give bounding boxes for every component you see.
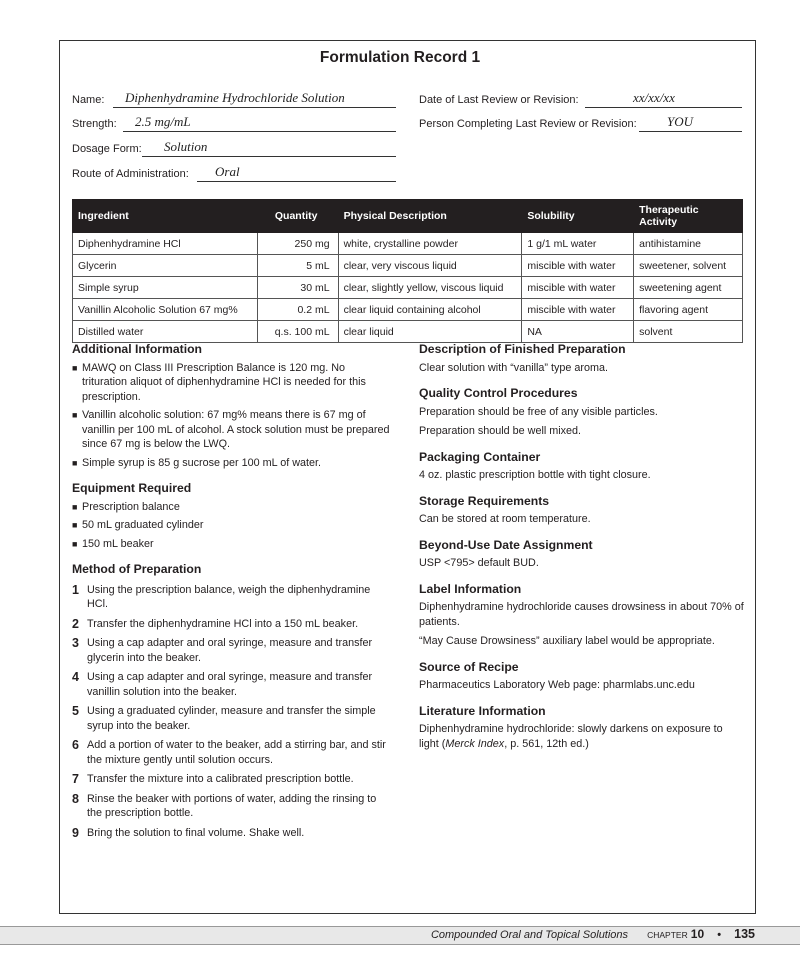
bullet-icon: ■ — [72, 520, 78, 530]
table-row — [73, 321, 743, 343]
cell-solubility: 1 g/1 mL water — [522, 233, 634, 255]
literature-heading: Literature Information — [419, 703, 546, 718]
book-title: Compounded Oral and Topical Solutions — [430, 929, 629, 941]
person-field — [419, 114, 694, 130]
bullet-icon: ■ — [72, 457, 78, 468]
qc-text: Preparation should be well mixed. — [419, 425, 582, 437]
route-field — [72, 164, 240, 180]
bullet-icon: ■ — [72, 538, 78, 549]
list-item: ■ Prescription balance — [72, 500, 180, 513]
table-header-row — [73, 200, 743, 233]
qc-heading: Quality Control Procedures — [419, 386, 578, 400]
source-heading: Source of Recipe — [419, 659, 519, 674]
method-step: 3 Using a cap adapter and oral syringe, measure and transfer glycerin into the beaker. — [72, 636, 373, 664]
cell-quantity: 250 mg — [257, 233, 338, 255]
storage-text: Can be stored at room temperature. — [419, 513, 591, 525]
footer-bullet: • — [717, 929, 722, 941]
review-date-field — [419, 90, 675, 106]
method-step: 8 Rinse the beaker with portions of water, adding the rinsing to the prescription bottle. — [72, 791, 377, 819]
cell-quantity: 30 mL — [257, 277, 338, 299]
table-row — [73, 255, 743, 277]
cell-activity: sweetening agent — [634, 277, 743, 299]
header-quantity: Quantity — [257, 200, 338, 233]
strength-label: Strength: — [72, 118, 117, 130]
cell-solubility: miscible with water — [522, 299, 634, 321]
bullet-icon: ■ — [72, 362, 78, 373]
cell-quantity: q.s. 100 mL — [257, 321, 338, 343]
route-label: Route of Administration: — [72, 168, 189, 180]
ingredients-table — [72, 199, 743, 343]
finished-prep-heading: Description of Finished Preparation — [419, 342, 626, 356]
bullet-icon: ■ — [72, 501, 78, 512]
strength-field — [72, 114, 191, 130]
method-step: 7 Transfer the mixture into a calibrated prescription bottle. — [72, 772, 354, 786]
cell-quantity: 0.2 mL — [257, 299, 338, 321]
equipment-heading: Equipment Required — [72, 481, 192, 495]
cell-activity: sweetener, solvent — [634, 255, 743, 277]
cell-description: clear, very viscous liquid — [338, 255, 522, 277]
review-date-label: Date of Last Review or Revision: — [419, 94, 579, 106]
person-label: Person Completing Last Review or Revision: — [419, 118, 637, 130]
dosage-form-value: Solution — [164, 139, 208, 154]
header-physical-description: Physical Description — [338, 200, 522, 233]
method-step: 1 Using the prescription balance, weigh the diphenhydramine HCl. — [72, 582, 371, 610]
list-item: ■ 50 mL graduated cylinder — [72, 519, 204, 531]
cell-ingredient: Glycerin — [73, 255, 258, 277]
cell-description: clear, slightly yellow, viscous liquid — [338, 277, 522, 299]
cell-quantity: 5 mL — [257, 255, 338, 277]
cell-activity: solvent — [634, 321, 743, 343]
name-field — [72, 90, 345, 106]
cell-description: white, crystalline powder — [338, 233, 522, 255]
additional-info-heading: Additional Information — [72, 342, 202, 356]
list-item: ■ Simple syrup is 85 g sucrose per 100 mL of water. — [72, 456, 322, 469]
cell-description: clear liquid containing alcohol — [338, 299, 522, 321]
review-date-value: xx/xx/xx — [633, 90, 675, 105]
strength-value: 2.5 mg/mL — [135, 114, 191, 129]
finished-prep-text: Clear solution with “vanilla” type aroma. — [419, 361, 609, 374]
packaging-heading: Packaging Container — [419, 449, 541, 464]
cell-activity: flavoring agent — [634, 299, 743, 321]
cell-solubility: NA — [522, 321, 634, 343]
storage-heading: Storage Requirements — [419, 493, 550, 508]
name-label: Name: — [72, 94, 105, 106]
bud-text: USP <795> default BUD. — [419, 557, 539, 569]
merck-index-citation: Merck Index — [445, 737, 505, 750]
table-row — [73, 233, 743, 255]
list-item: ■ Vanillin alcoholic solution: 67 mg% means there is 67 mg of vanillin per 100 mL of alcohol. A stock solution must be prepared since 67 mg is below the LWQ. — [72, 409, 390, 450]
source-text: Pharmaceutics Laboratory Web page: pharmlabs.unc.edu — [419, 679, 695, 691]
packaging-text: 4 oz. plastic prescription bottle with tight closure. — [419, 469, 651, 481]
cell-ingredient: Diphenhydramine HCl — [73, 233, 258, 255]
header-solubility: Solubility — [522, 200, 634, 233]
person-value: YOU — [667, 114, 694, 129]
label-info-text: “May Cause Drowsiness” auxiliary label would be appropriate. — [419, 635, 715, 647]
name-value: Diphenhydramine Hydrochloride Solution — [125, 90, 345, 105]
method-step: 5 Using a graduated cylinder, measure and transfer the simple syrup into the beaker. — [72, 704, 376, 732]
list-item: ■ MAWQ on Class III Prescription Balance is 120 mg. No trituration aliquot of diphenhydramine HCl is needed for this prescription. — [72, 361, 366, 403]
method-step: 2 Transfer the diphenhydramine HCl into a 150 mL beaker. — [72, 616, 359, 631]
cell-solubility: miscible with water — [522, 255, 634, 277]
chapter-label: CHAPTER — [647, 930, 688, 940]
label-info-text: Diphenhydramine hydrochloride causes drowsiness in about 70% of patients. — [419, 601, 744, 628]
bud-heading: Beyond-Use Date Assignment — [419, 537, 593, 552]
page-number: 135 — [734, 927, 755, 941]
literature-text: Diphenhydramine hydrochloride: slowly darkens on exposure to light (Merck Index, p. 561, 12th ed.) — [419, 723, 723, 750]
cell-description: clear liquid — [338, 321, 522, 343]
method-step: 9 Bring the solution to final volume. Shake well. — [72, 825, 305, 840]
left-column — [72, 342, 390, 845]
method-step: 4 Using a cap adapter and oral syringe, measure and transfer vanillin solution into the beaker. — [72, 670, 373, 698]
chapter-number: 10 — [690, 927, 705, 941]
label-info-heading: Label Information — [419, 581, 522, 596]
table-row — [73, 277, 743, 299]
record-title: Formulation Record 1 — [319, 49, 481, 66]
header-therapeutic-activity: Therapeutic Activity — [634, 200, 743, 233]
cell-solubility: miscible with water — [522, 277, 634, 299]
cell-ingredient: Distilled water — [73, 321, 258, 343]
method-step: 6 Add a portion of water to the beaker, add a stirring bar, and stir the mixture gently until solution occurs. — [72, 738, 386, 766]
table-row — [73, 299, 743, 321]
cell-ingredient: Simple syrup — [73, 277, 258, 299]
bullet-icon: ■ — [72, 410, 78, 420]
dosage-form-label: Dosage Form: — [72, 143, 142, 155]
right-column — [419, 342, 744, 751]
dosage-form-field — [72, 139, 208, 155]
header-ingredient: Ingredient — [73, 200, 258, 233]
method-heading: Method of Preparation — [72, 562, 202, 576]
page-footer — [431, 927, 755, 941]
qc-text: Preparation should be free of any visible particles. — [419, 405, 658, 418]
list-item: ■ 150 mL beaker — [72, 537, 154, 550]
route-value: Oral — [215, 164, 240, 179]
cell-ingredient: Vanillin Alcoholic Solution 67 mg% — [73, 299, 258, 321]
cell-activity: antihistamine — [634, 233, 743, 255]
